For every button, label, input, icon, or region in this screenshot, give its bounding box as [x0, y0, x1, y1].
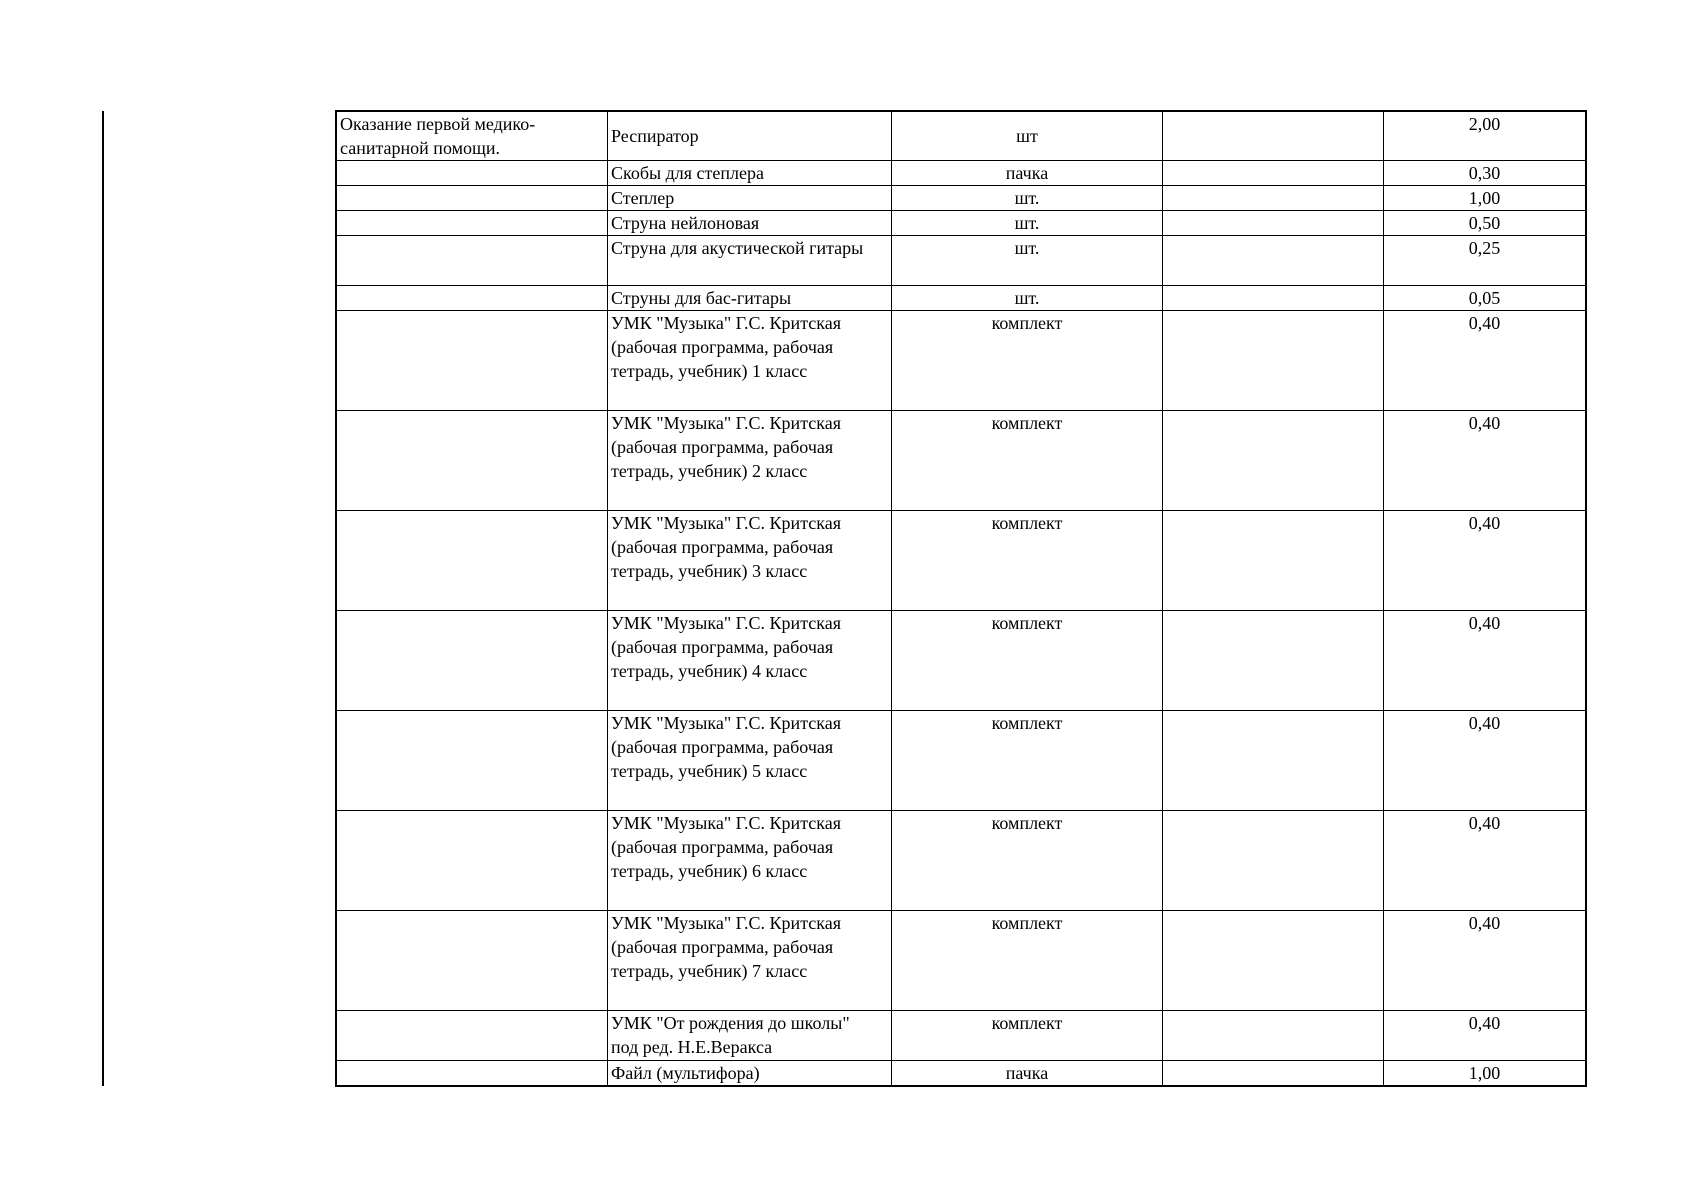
- section-cell: [336, 1061, 608, 1087]
- quantity-cell: 0,40: [1384, 611, 1587, 711]
- quantity-cell: 0,40: [1384, 411, 1587, 511]
- table-row: [336, 511, 1586, 611]
- section-cell: [336, 711, 608, 811]
- table-row: [336, 286, 1586, 311]
- empty-cell: [1163, 286, 1384, 311]
- item-name: Степлер: [611, 188, 675, 208]
- table-row: [336, 411, 1586, 511]
- item-name-cell: [608, 161, 892, 186]
- section-text: санитарной помощи.: [340, 138, 500, 158]
- section-cell: [336, 311, 608, 411]
- table-row: [336, 911, 1586, 1011]
- item-name-cell: [608, 1011, 892, 1061]
- quantity-cell: 1,00: [1384, 186, 1587, 211]
- item-name: (рабочая программа, рабочая: [611, 737, 834, 757]
- empty-cell: [1163, 111, 1384, 161]
- empty-cell: [1163, 186, 1384, 211]
- unit-cell: комплект: [892, 811, 1163, 911]
- unit-cell: комплект: [892, 511, 1163, 611]
- section-cell: [336, 811, 608, 911]
- unit-cell: комплект: [892, 911, 1163, 1011]
- section-cell: [336, 236, 608, 286]
- empty-cell: [1163, 236, 1384, 286]
- item-name-cell: [608, 236, 892, 286]
- item-name: УМК "Музыка" Г.С. Критская: [611, 713, 842, 733]
- table-row: [336, 711, 1586, 811]
- empty-cell: [1163, 511, 1384, 611]
- item-name: Скобы для степлера: [611, 163, 764, 183]
- section-cell: [336, 186, 608, 211]
- item-name: УМК "Музыка" Г.С. Критская: [611, 313, 842, 333]
- unit-cell: комплект: [892, 411, 1163, 511]
- unit-cell: комплект: [892, 311, 1163, 411]
- table-body: [336, 111, 1586, 1086]
- item-name-cell: [608, 311, 892, 411]
- item-name: тетрадь, учебник) 4 класс: [611, 661, 808, 681]
- item-name: тетрадь, учебник) 5 класс: [611, 761, 808, 781]
- item-name: Файл (мультифора): [611, 1063, 760, 1083]
- empty-cell: [1163, 811, 1384, 911]
- item-name-cell: [608, 711, 892, 811]
- table-row: [336, 311, 1586, 411]
- item-name-cell: [608, 211, 892, 236]
- section-cell: [336, 211, 608, 236]
- quantity-cell: 0,25: [1384, 236, 1587, 286]
- item-name: УМК "От рождения до школы": [611, 1013, 850, 1033]
- unit-cell: шт.: [892, 286, 1163, 311]
- section-cell: [336, 511, 608, 611]
- table-row: [336, 611, 1586, 711]
- table-row: [336, 186, 1586, 211]
- item-name-cell: [608, 1061, 892, 1087]
- table-row: [336, 1011, 1586, 1061]
- item-name: УМК "Музыка" Г.С. Критская: [611, 813, 842, 833]
- item-name-cell: [608, 611, 892, 711]
- quantity-cell: 0,05: [1384, 286, 1587, 311]
- item-name: Струны для бас-гитары: [611, 288, 792, 308]
- unit-cell: шт.: [892, 211, 1163, 236]
- item-name: УМК "Музыка" Г.С. Критская: [611, 513, 842, 533]
- item-name: тетрадь, учебник) 7 класс: [611, 961, 808, 981]
- empty-cell: [1163, 1011, 1384, 1061]
- section-cell: [336, 1011, 608, 1061]
- item-name-cell: [608, 411, 892, 511]
- unit-cell: комплект: [892, 611, 1163, 711]
- supplies-table: [335, 110, 1587, 1087]
- item-name: Струна для акустической гитары: [611, 238, 864, 258]
- section-cell: [336, 286, 608, 311]
- left-margin-rule: [102, 111, 104, 1086]
- section-cell: [336, 611, 608, 711]
- item-name: (рабочая программа, рабочая: [611, 837, 834, 857]
- item-name: тетрадь, учебник) 2 класс: [611, 461, 808, 481]
- quantity-cell: 0,40: [1384, 811, 1587, 911]
- quantity-cell: 0,40: [1384, 1011, 1587, 1061]
- unit-cell: комплект: [892, 711, 1163, 811]
- empty-cell: [1163, 311, 1384, 411]
- table-row: [336, 211, 1586, 236]
- table-row: [336, 161, 1586, 186]
- empty-cell: [1163, 611, 1384, 711]
- section-cell: [336, 911, 608, 1011]
- quantity-cell: 0,40: [1384, 911, 1587, 1011]
- quantity-cell: 0,40: [1384, 511, 1587, 611]
- item-name-cell: [608, 186, 892, 211]
- table-row: [336, 1061, 1586, 1087]
- item-name: под ред. Н.Е.Веракса: [611, 1037, 773, 1057]
- quantity-cell: 0,50: [1384, 211, 1587, 236]
- quantity-cell: 0,40: [1384, 711, 1587, 811]
- item-name: Респиратор: [611, 126, 699, 146]
- item-name: УМК "Музыка" Г.С. Критская: [611, 413, 842, 433]
- item-name: (рабочая программа, рабочая: [611, 437, 834, 457]
- item-name: УМК "Музыка" Г.С. Критская: [611, 613, 842, 633]
- table-row: [336, 811, 1586, 911]
- item-name-cell: [608, 811, 892, 911]
- empty-cell: [1163, 211, 1384, 236]
- item-name: (рабочая программа, рабочая: [611, 637, 834, 657]
- unit-cell: комплект: [892, 1011, 1163, 1061]
- unit-cell: шт: [892, 111, 1163, 161]
- empty-cell: [1163, 711, 1384, 811]
- table-row: [336, 236, 1586, 286]
- item-name: Струна нейлоновая: [611, 213, 760, 233]
- quantity-cell: 0,40: [1384, 311, 1587, 411]
- item-name-cell: [608, 511, 892, 611]
- unit-cell: шт.: [892, 236, 1163, 286]
- item-name: тетрадь, учебник) 3 класс: [611, 561, 808, 581]
- item-name: тетрадь, учебник) 6 класс: [611, 861, 808, 881]
- item-name: (рабочая программа, рабочая: [611, 937, 834, 957]
- section-cell: [336, 161, 608, 186]
- item-name-cell: [608, 111, 892, 161]
- section-cell: [336, 411, 608, 511]
- item-name-cell: [608, 286, 892, 311]
- quantity-cell: 0,30: [1384, 161, 1587, 186]
- unit-cell: пачка: [892, 1061, 1163, 1087]
- section-text: Оказание первой медико-: [340, 114, 536, 134]
- item-name-cell: [608, 911, 892, 1011]
- empty-cell: [1163, 911, 1384, 1011]
- section-cell: [336, 111, 608, 161]
- empty-cell: [1163, 411, 1384, 511]
- empty-cell: [1163, 1061, 1384, 1087]
- quantity-cell: 1,00: [1384, 1061, 1587, 1087]
- item-name: УМК "Музыка" Г.С. Критская: [611, 913, 842, 933]
- item-name: (рабочая программа, рабочая: [611, 537, 834, 557]
- table-row: [336, 111, 1586, 161]
- item-name: тетрадь, учебник) 1 класс: [611, 361, 808, 381]
- quantity-cell: 2,00: [1384, 111, 1587, 161]
- unit-cell: шт.: [892, 186, 1163, 211]
- empty-cell: [1163, 161, 1384, 186]
- unit-cell: пачка: [892, 161, 1163, 186]
- item-name: (рабочая программа, рабочая: [611, 337, 834, 357]
